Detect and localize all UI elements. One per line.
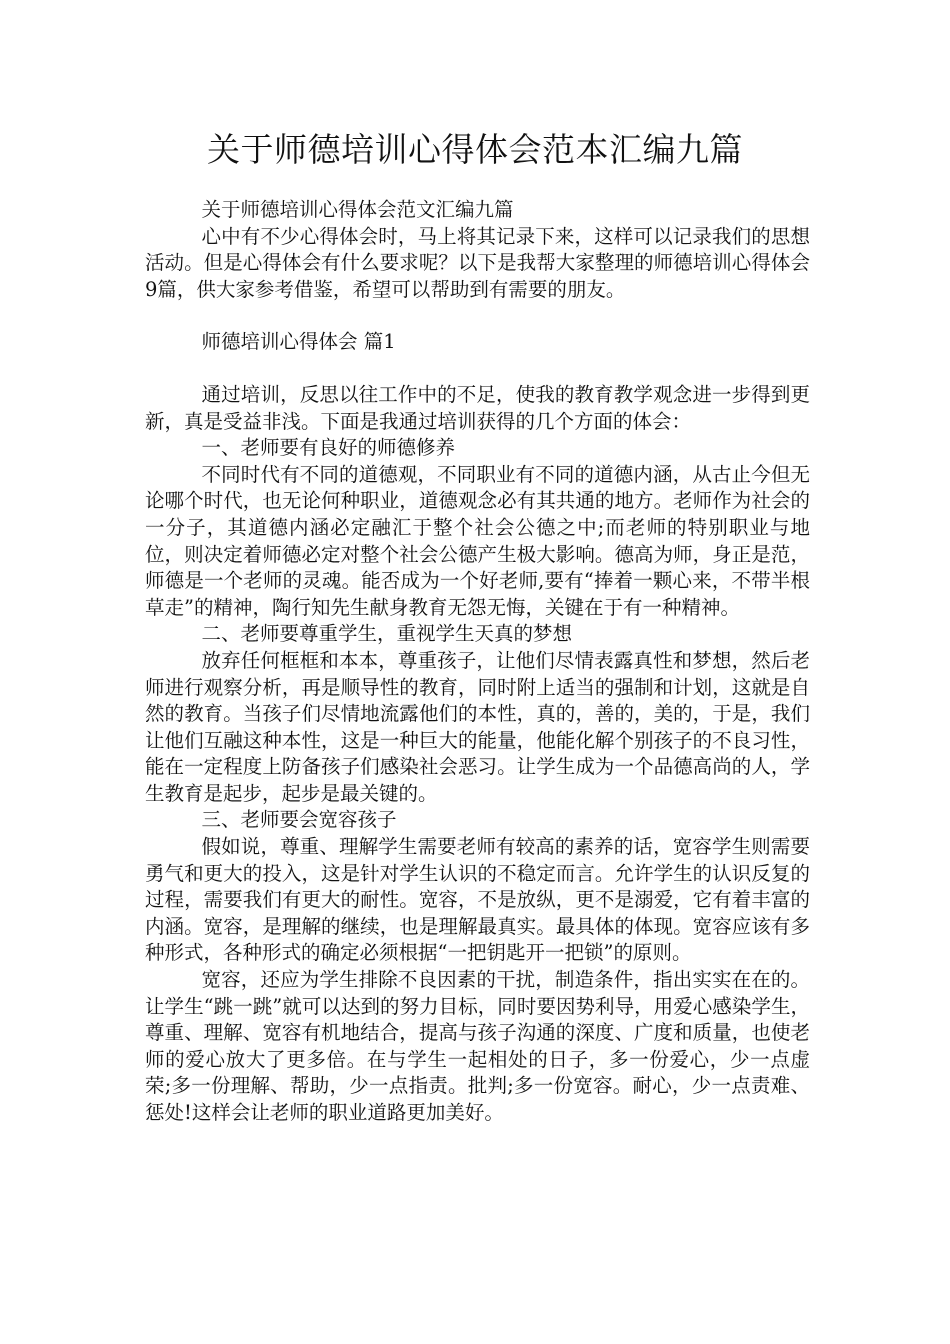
document-body bbox=[145, 197, 810, 1127]
body-paragraph: 通过培训，反思以往工作中的不足，使我的教育教学观念进一步得到更新，真是受益非浅。下面是我通过培训获得的几个方面的体会： bbox=[145, 382, 810, 433]
intro-paragraph: 心中有不少心得体会时，马上将其记录下来，这样可以记录我们的思想活动。但是心得体会有什么要求呢？以下是我帮大家整理的师德培训心得体会9篇，供大家参考借鉴，希望可以帮助到有需要的朋友。 bbox=[145, 224, 810, 301]
point-heading-1: 一、老师要有良好的师德修养 bbox=[201, 436, 456, 460]
body-paragraph: 放弃任何框框和本本，尊重孩子，让他们尽情表露真性和梦想，然后老师进行观察分析，再是顺导性的教育，同时附上适当的强制和计划，这就是自然的教育。当孩子们尽情地流露他们的本性，真的，善的，美的，于是，我们让他们互融这种本性，这是一种巨大的能量，他能化解个别孩子的不良习性，能在一定程度上防备孩子们感染社会恶习。让学生成为一个品德高尚的人，学生教育是起步，起步是最关键的。 bbox=[145, 648, 810, 805]
point-heading-3: 三、老师要会宽容孩子 bbox=[201, 808, 397, 832]
point-heading-2: 二、老师要尊重学生，重视学生天真的梦想 bbox=[201, 622, 573, 646]
document-title: 关于师德培训心得体会范本汇编九篇 bbox=[207, 130, 743, 169]
section-heading-article-1: 师德培训心得体会 篇1 bbox=[201, 330, 396, 354]
subtitle-paragraph: 关于师德培训心得体会范文汇编九篇 bbox=[201, 198, 514, 221]
body-paragraph: 不同时代有不同的道德观，不同职业有不同的道德内涵，从古止今但无论哪个时代，也无论何种职业，道德观念必有其共通的地方。老师作为社会的一分子，其道德内涵必定融汇于整个社会公德之中;而老师的特别职业与地位，则决定着师德必定对整个社会公德产生极大影响。德高为师，身正是范，师德是一个老师的灵魂。能否成为一个好老师,要有“捧着一颗心来，不带半根草走”的精神，陶行知先生献身教育无怨无悔，关键在于有一种精神。 bbox=[145, 462, 810, 619]
body-paragraph: 假如说，尊重、理解学生需要老师有较高的素养的话，宽容学生则需要勇气和更大的投入，这是针对学生认识的不稳定而言。允许学生的认识反复的过程，需要我们有更大的耐性。宽容，不是放纵，更不是溺爱，它有着丰富的内涵。宽容，是理解的继续，也是理解最真实。最具体的体现。宽容应该有多种形式，各种形式的确定必须根据“一把钥匙开一把锁”的原则。 bbox=[145, 835, 810, 965]
body-paragraph: 宽容，还应为学生排除不良因素的干扰，制造条件，指出实实在在的。让学生“跳一跳”就可以达到的努力目标，同时要因势利导，用爱心感染学生，尊重、理解、宽容有机地结合，提高与孩子沟通的深度、广度和质量，也使老师的爱心放大了更多倍。在与学生一起相处的日子，多一份爱心，少一点虚荣;多一份理解、帮助，少一点指责。批判;多一份宽容。耐心，少一点责难、惩处!这样会让老师的职业道路更加美好。 bbox=[145, 968, 810, 1124]
